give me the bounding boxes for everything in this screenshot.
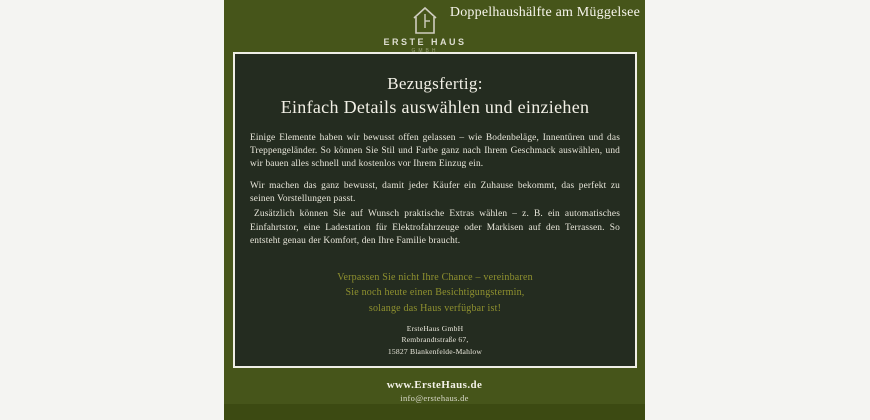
street-address: Rembrandtstraße 67, (401, 335, 469, 345)
logo-company-name: ERSTE HAUS (383, 37, 467, 47)
city-address: 15827 Blankenfelde-Mahlow (387, 346, 483, 356)
contact-block (235, 323, 635, 357)
company-logo (365, 5, 485, 54)
body-text (235, 119, 635, 316)
house-outline-icon (365, 5, 485, 35)
content-box (233, 52, 637, 368)
cta-line-3: solange das Haus verfügbar ist! (368, 302, 502, 314)
paragraph-2: Wir machen das ganz bewusst, damit jeder Käufer ein Zuhause bekommt, das perfekt zu seinen Vorstellungen passt. (250, 180, 620, 205)
logo-company-suffix: GMBH (411, 48, 439, 54)
email-link[interactable]: info@erstehaus.de (400, 393, 469, 404)
cta-line-1: Verpassen Sie nicht Ihre Chance – vereinbaren (337, 271, 533, 283)
paragraph-3: Zusätzlich können Sie auf Wunsch praktische Extras wählen – z. B. ein automatisches Einfahrtstor, eine Ladestation für Elektrofahrzeuge oder Markisen auf den Terrassen. So entsteht genau der Komfort, den Ihre Familie braucht. (250, 209, 620, 247)
title-line-2: Einfach Details auswählen und einziehen (280, 97, 590, 118)
flyer-olive-panel (224, 0, 645, 420)
website-link[interactable]: www.ErsteHaus.de (386, 379, 483, 391)
cta-line-2: Sie noch heute einen Besichtigungstermin, (345, 287, 525, 298)
title-line-1: Bezugsfertig: (387, 74, 483, 93)
bottom-accent-band (224, 404, 645, 420)
paragraph-1: Einige Elemente haben wir bewusst offen gelassen – wie Bodenbeläge, Innentüren und das Treppengeländer. So können Sie Stil und Farbe ganz nach Ihrem Geschmack auswählen, und wir bauen alles schnell und kostenlos vor Ihrem Einzug ein. (250, 132, 620, 170)
company-name: ErsteHaus GmbH (406, 323, 464, 333)
property-headline: Doppelhaushälfte am Müggelsee (449, 5, 640, 20)
box-title (235, 73, 635, 119)
links-block (224, 379, 645, 403)
call-to-action (250, 270, 620, 317)
